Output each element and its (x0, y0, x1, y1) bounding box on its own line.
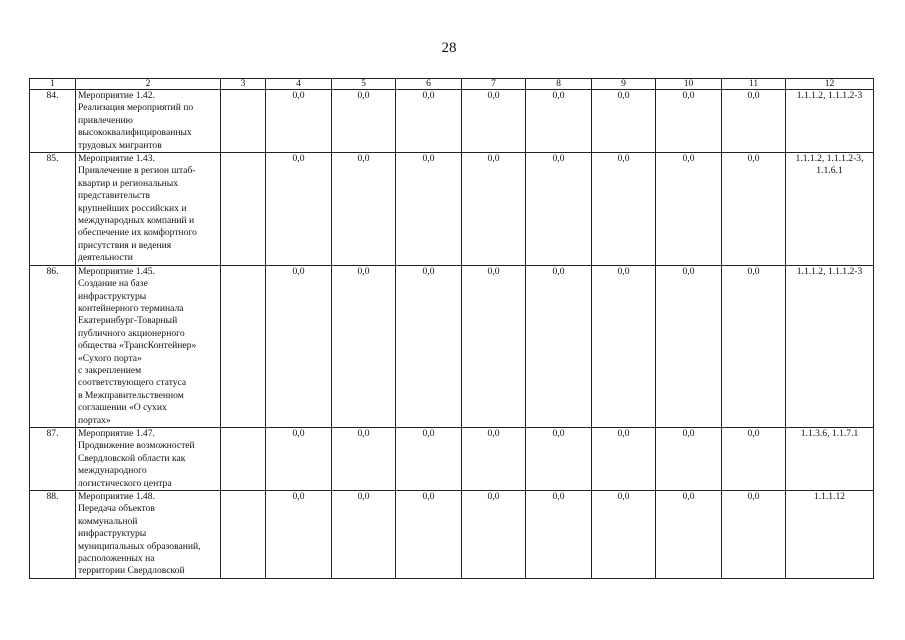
measure-name-line: расположенных на (78, 553, 155, 565)
measure-name-line: инфраструктуры (78, 290, 147, 302)
measure-name-line: портах» (78, 414, 111, 426)
value-cell: 0,0 (266, 491, 332, 579)
measure-name-line: Реализация мероприятий по (78, 102, 194, 114)
measure-name-line: публичного акционерного (78, 327, 185, 339)
value-cell: 0,0 (396, 427, 462, 490)
column-header: 9 (592, 79, 656, 90)
col3-cell (221, 427, 266, 490)
col3-cell (221, 153, 266, 266)
value-cell: 0,0 (722, 153, 786, 266)
row-number: 85. (30, 153, 76, 266)
value-cell: 0,0 (592, 265, 656, 427)
table-row (30, 90, 874, 153)
measure-name-line: общества «ТрансКонтейнер» (78, 340, 197, 352)
row-number: 86. (30, 265, 76, 427)
measure-name-line: представительств (78, 190, 151, 202)
col3-cell (221, 491, 266, 579)
measure-name-line: международных компаний и (78, 215, 195, 227)
measure-name-line: присутствия и ведения (78, 239, 172, 251)
measure-name-line: деятельности (78, 252, 133, 264)
column-header: 2 (76, 79, 221, 90)
measure-name-line: обеспечение их комфортного (78, 227, 197, 239)
value-cell: 0,0 (722, 427, 786, 490)
table-row (30, 153, 874, 266)
measure-name-line: логистического центра (78, 477, 172, 489)
value-cell: 0,0 (332, 153, 396, 266)
measure-name-line: контейнерного терминала (78, 302, 184, 314)
value-cell: 0,0 (526, 90, 592, 153)
column-header: 1 (30, 79, 76, 90)
measure-name-cell (76, 491, 221, 579)
value-cell: 0,0 (462, 265, 526, 427)
row-number: 87. (30, 427, 76, 490)
value-cell: 0,0 (396, 265, 462, 427)
value-cell: 0,0 (462, 90, 526, 153)
indicator-line: 1.1.1.2, 1.1.1.2-3 (796, 265, 863, 277)
value-cell: 0,0 (656, 265, 722, 427)
indicator-cell (786, 153, 874, 266)
value-cell: 0,0 (266, 153, 332, 266)
value-cell: 0,0 (266, 265, 332, 427)
value-cell: 0,0 (332, 90, 396, 153)
measure-name-line: международного (78, 465, 147, 477)
indicator-line: 1.1.1.12 (813, 491, 846, 502)
value-cell: 0,0 (266, 427, 332, 490)
measure-name-line: с закреплением (78, 364, 142, 376)
indicator-line: 1.1.3.6, 1.1.7.1 (800, 427, 859, 439)
measure-name-line: Свердловской области как (78, 452, 186, 464)
value-cell: 0,0 (722, 491, 786, 579)
indicator-cell (786, 491, 874, 579)
value-cell: 0,0 (656, 491, 722, 579)
measure-name-line: Создание на базе (78, 278, 148, 290)
value-cell: 0,0 (592, 153, 656, 266)
value-cell: 0,0 (656, 153, 722, 266)
column-header: 8 (526, 79, 592, 90)
measures-table (29, 78, 874, 579)
value-cell: 0,0 (396, 491, 462, 579)
page-number: 28 (441, 40, 457, 56)
column-header: 3 (221, 79, 266, 90)
column-header: 4 (266, 79, 332, 90)
header-row (30, 79, 874, 90)
measure-name-line: в Межправительственном (78, 389, 184, 401)
measure-name-line: Продвижение возможностей (78, 440, 195, 452)
column-header: 10 (656, 79, 722, 90)
table-row (30, 427, 874, 490)
measure-name-line: квартир и региональных (78, 177, 178, 189)
indicator-line: 1.1.6.1 (816, 165, 843, 177)
row-number: 88. (30, 491, 76, 579)
column-header: 12 (786, 79, 874, 90)
table-row (30, 265, 874, 427)
value-cell: 0,0 (332, 491, 396, 579)
measure-name-cell (76, 90, 221, 153)
column-header: 6 (396, 79, 462, 90)
indicator-cell (786, 427, 874, 490)
measure-name-line: высококвалифицированных (78, 127, 192, 139)
measure-name-line: коммунальной (78, 515, 138, 527)
value-cell: 0,0 (722, 90, 786, 153)
measure-name-line: муниципальных образований, (78, 540, 201, 552)
column-header: 5 (332, 79, 396, 90)
measure-name-line: Мероприятие 1.45. (78, 265, 155, 277)
value-cell: 0,0 (526, 265, 592, 427)
measure-name-line: привлечению (78, 114, 133, 126)
table-row (30, 491, 874, 579)
value-cell: 0,0 (526, 427, 592, 490)
measure-name-line: Передача объектов (78, 503, 155, 515)
value-cell: 0,0 (592, 491, 656, 579)
value-cell: 0,0 (526, 491, 592, 579)
measure-name-line: Мероприятие 1.48. (78, 491, 155, 502)
value-cell: 0,0 (462, 427, 526, 490)
measure-name-line: Екатеринбург-Товарный (78, 315, 178, 327)
measure-name-line: соответствующего статуса (78, 377, 187, 389)
value-cell: 0,0 (656, 427, 722, 490)
measure-name-line: Мероприятие 1.43. (78, 153, 155, 165)
column-header: 7 (462, 79, 526, 90)
col3-cell (221, 90, 266, 153)
value-cell: 0,0 (266, 90, 332, 153)
value-cell: 0,0 (592, 427, 656, 490)
value-cell: 0,0 (332, 265, 396, 427)
value-cell: 0,0 (396, 153, 462, 266)
indicator-cell (786, 265, 874, 427)
measure-name-line: Мероприятие 1.42. (78, 90, 155, 101)
row-number: 84. (30, 90, 76, 153)
measure-name-line: соглашении «О сухих (78, 402, 167, 414)
column-header: 11 (722, 79, 786, 90)
indicator-cell (786, 90, 874, 153)
value-cell: 0,0 (722, 265, 786, 427)
value-cell: 0,0 (592, 90, 656, 153)
value-cell: 0,0 (396, 90, 462, 153)
measure-name-cell (76, 265, 221, 427)
indicator-line: 1.1.1.2, 1.1.1.2-3, (795, 153, 864, 165)
measure-name-line: «Сухого порта» (78, 352, 142, 364)
measure-name-line: Мероприятие 1.47. (78, 427, 155, 439)
value-cell: 0,0 (462, 491, 526, 579)
value-cell: 0,0 (526, 153, 592, 266)
measure-name-line: трудовых мигрантов (78, 139, 162, 151)
measure-name-cell (76, 153, 221, 266)
value-cell: 0,0 (656, 90, 722, 153)
value-cell: 0,0 (462, 153, 526, 266)
measure-name-line: территории Свердловской (78, 565, 185, 577)
col3-cell (221, 265, 266, 427)
value-cell: 0,0 (332, 427, 396, 490)
measure-name-cell (76, 427, 221, 490)
indicator-line: 1.1.1.2, 1.1.1.2-3 (796, 90, 863, 101)
measure-name-line: крупнейших российских и (78, 202, 187, 214)
measure-name-line: Привлечение в регион штаб- (78, 165, 196, 177)
measure-name-line: инфраструктуры (78, 528, 147, 540)
